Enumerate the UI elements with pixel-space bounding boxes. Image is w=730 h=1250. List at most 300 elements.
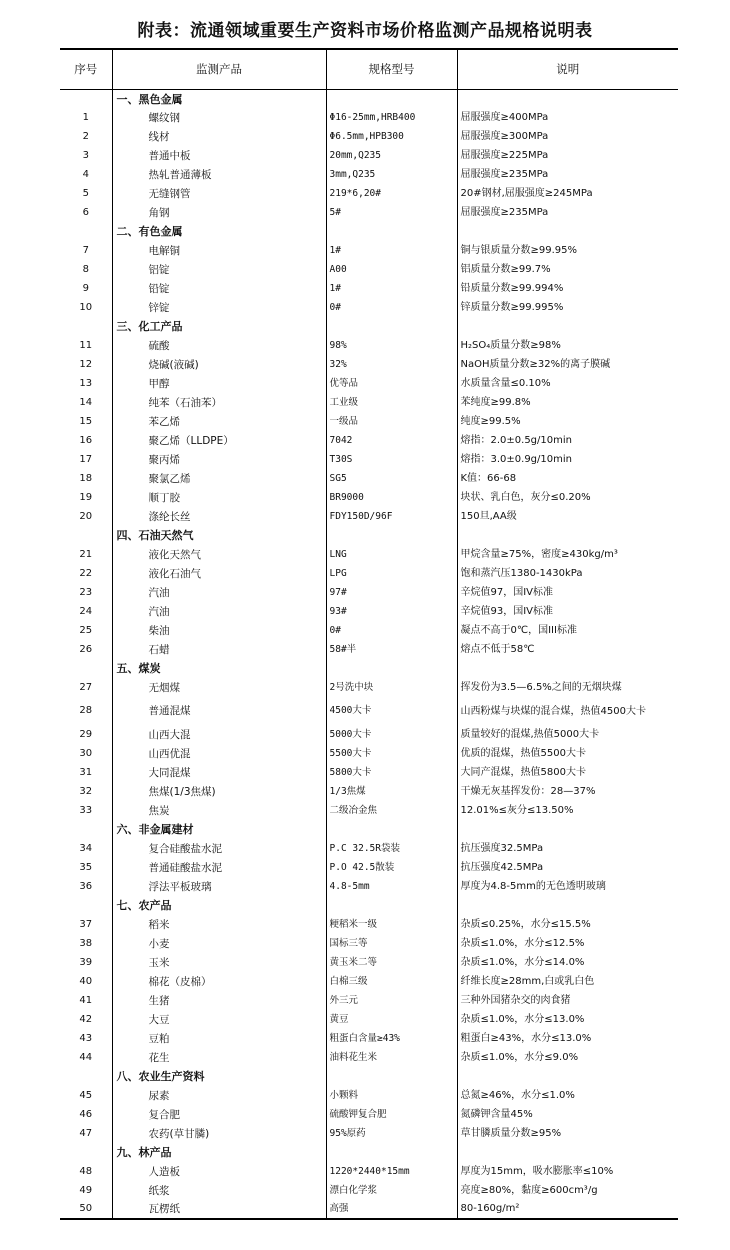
product-name: 纸浆	[112, 1181, 326, 1200]
product-name: 纯苯（石油苯）	[112, 393, 326, 412]
table-row	[60, 1010, 678, 1029]
product-name: 聚乙烯（LLDPE）	[112, 431, 326, 450]
table-row	[60, 877, 678, 896]
product-spec: Φ16-25mm,HRB400	[326, 108, 457, 127]
product-description: 辛烷值93，国IV标准	[457, 602, 678, 621]
row-number: 25	[79, 624, 93, 636]
product-spec: 0#	[326, 298, 457, 317]
product-description: 20#钢材,屈服强度≥245MPa	[457, 184, 678, 203]
spec-table	[60, 48, 678, 1220]
table-row	[60, 545, 678, 564]
header-product: 监测产品	[112, 49, 326, 89]
product-description: 杂质≤1.0%，水分≤9.0%	[457, 1048, 678, 1067]
product-name: 山西优混	[112, 744, 326, 763]
product-name: 涤纶长丝	[112, 507, 326, 526]
header-no: 序号	[60, 49, 112, 89]
category-label: 五、煤炭	[112, 659, 326, 678]
product-description: 屈服强度≥235MPa	[457, 165, 678, 184]
row-number: 5	[82, 187, 89, 199]
product-spec: P.C 32.5R袋装	[326, 839, 457, 858]
category-row	[60, 820, 678, 839]
category-row	[60, 317, 678, 336]
product-description: 干燥无灰基挥发份：28—37%	[457, 782, 678, 801]
product-spec: 7042	[326, 431, 457, 450]
category-spec-cell	[326, 89, 457, 108]
table-row	[60, 279, 678, 298]
table-row	[60, 146, 678, 165]
product-name: 普通混煤	[112, 697, 326, 725]
product-name: 聚丙烯	[112, 450, 326, 469]
table-row	[60, 355, 678, 374]
category-no-cell	[60, 896, 112, 915]
table-row	[60, 241, 678, 260]
product-spec: LPG	[326, 564, 457, 583]
product-description: 苯纯度≥99.8%	[457, 393, 678, 412]
row-number: 18	[79, 472, 93, 484]
product-spec: Φ6.5mm,HPB300	[326, 127, 457, 146]
table-row	[60, 801, 678, 820]
product-description: 熔指：2.0±0.5g/10min	[457, 431, 678, 450]
row-number: 43	[79, 1032, 93, 1044]
row-number: 24	[79, 605, 93, 617]
product-spec: 黄豆	[326, 1010, 457, 1029]
row-number: 10	[79, 301, 93, 313]
table-row	[60, 488, 678, 507]
category-no-cell	[60, 1067, 112, 1086]
product-name: 棉花（皮棉）	[112, 972, 326, 991]
table-row	[60, 507, 678, 526]
row-number: 49	[79, 1184, 93, 1196]
table-row	[60, 725, 678, 744]
product-spec: 95%原药	[326, 1124, 457, 1143]
table-row	[60, 1029, 678, 1048]
table-row	[60, 1048, 678, 1067]
product-description: 纯度≥99.5%	[457, 412, 678, 431]
row-number: 7	[82, 244, 89, 256]
product-name: 硫酸	[112, 336, 326, 355]
table-row	[60, 108, 678, 127]
table-row	[60, 1181, 678, 1200]
product-spec: 硫酸钾复合肥	[326, 1105, 457, 1124]
row-number: 3	[82, 149, 89, 161]
category-label: 四、石油天然气	[112, 526, 326, 545]
product-name: 角钢	[112, 203, 326, 222]
table-row	[60, 564, 678, 583]
table-row	[60, 678, 678, 697]
row-number: 6	[82, 206, 89, 218]
row-number: 26	[79, 643, 93, 655]
product-description: 优质的混煤，热值5500大卡	[457, 744, 678, 763]
table-row	[60, 583, 678, 602]
category-label: 八、农业生产资料	[112, 1067, 326, 1086]
product-name: 复合肥	[112, 1105, 326, 1124]
product-description: 杂质≤0.25%，水分≤15.5%	[457, 915, 678, 934]
category-row	[60, 526, 678, 545]
product-spec: 2号洗中块	[326, 678, 457, 697]
row-number: 14	[79, 396, 93, 408]
product-spec: SG5	[326, 469, 457, 488]
category-desc-cell	[457, 896, 678, 915]
product-spec: 58#半	[326, 640, 457, 659]
table-row	[60, 374, 678, 393]
category-spec-cell	[326, 526, 457, 545]
category-label: 九、林产品	[112, 1143, 326, 1162]
product-spec: 小颗料	[326, 1086, 457, 1105]
category-row	[60, 896, 678, 915]
row-number: 13	[79, 377, 93, 389]
product-spec: 20mm,Q235	[326, 146, 457, 165]
category-spec-cell	[326, 222, 457, 241]
table-row	[60, 991, 678, 1010]
category-row	[60, 659, 678, 678]
category-desc-cell	[457, 1067, 678, 1086]
row-number: 16	[79, 434, 93, 446]
table-row	[60, 127, 678, 146]
table-row	[60, 934, 678, 953]
row-number: 34	[79, 842, 93, 854]
table-row	[60, 782, 678, 801]
product-spec: 1#	[326, 241, 457, 260]
category-no-cell	[60, 1143, 112, 1162]
product-description: 150旦,AA级	[457, 507, 678, 526]
product-name: 甲醇	[112, 374, 326, 393]
product-name: 尿素	[112, 1086, 326, 1105]
product-spec: 93#	[326, 602, 457, 621]
product-description: 屈服强度≥400MPa	[457, 108, 678, 127]
table-row	[60, 1086, 678, 1105]
product-description: 抗压强度42.5MPa	[457, 858, 678, 877]
product-name: 热轧普通薄板	[112, 165, 326, 184]
row-number: 39	[79, 956, 93, 968]
product-spec: 国标三等	[326, 934, 457, 953]
row-number: 32	[79, 785, 93, 797]
category-row	[60, 222, 678, 241]
category-spec-cell	[326, 659, 457, 678]
table-row	[60, 1105, 678, 1124]
category-spec-cell	[326, 820, 457, 839]
product-name: 铅锭	[112, 279, 326, 298]
product-description: 铅质量分数≥99.994%	[457, 279, 678, 298]
product-name: 石蜡	[112, 640, 326, 659]
product-spec: 粗蛋白含量≥43%	[326, 1029, 457, 1048]
product-name: 复合硅酸盐水泥	[112, 839, 326, 858]
product-description: 杂质≤1.0%，水分≤14.0%	[457, 953, 678, 972]
product-spec: 漂白化学浆	[326, 1181, 457, 1200]
product-spec: 3mm,Q235	[326, 165, 457, 184]
page-title: 附表：流通领域重要生产资料市场价格监测产品规格说明表	[137, 21, 593, 41]
category-label: 二、有色金属	[112, 222, 326, 241]
table-row	[60, 412, 678, 431]
product-description: 质量较好的混煤,热值5000大卡	[457, 725, 678, 744]
product-description: 大同产混煤，热值5800大卡	[457, 763, 678, 782]
table-body	[60, 89, 678, 1219]
category-desc-cell	[457, 89, 678, 108]
product-description: 山西粉煤与块煤的混合煤，热值4500大卡	[457, 697, 678, 725]
product-spec: 5#	[326, 203, 457, 222]
product-description: 草甘膦质量分数≥95%	[457, 1124, 678, 1143]
row-number: 28	[79, 705, 93, 716]
category-desc-cell	[457, 222, 678, 241]
product-description: 锌质量分数≥99.995%	[457, 298, 678, 317]
product-spec: 粳稻米一级	[326, 915, 457, 934]
product-description: 三种外国猪杂交的肉食猪	[457, 991, 678, 1010]
product-spec: A00	[326, 260, 457, 279]
row-number: 15	[79, 415, 93, 427]
product-spec: 油料花生米	[326, 1048, 457, 1067]
product-spec: 优等品	[326, 374, 457, 393]
product-name: 焦煤(1/3焦煤)	[112, 782, 326, 801]
category-desc-cell	[457, 659, 678, 678]
row-number: 36	[79, 880, 93, 892]
product-description: 凝点不高于0℃，国III标准	[457, 621, 678, 640]
table-row	[60, 697, 678, 725]
product-spec: 32%	[326, 355, 457, 374]
row-number: 46	[79, 1108, 93, 1120]
product-description: 杂质≤1.0%，水分≤12.5%	[457, 934, 678, 953]
product-spec: 98%	[326, 336, 457, 355]
product-description: 亮度≥80%，黏度≥600cm³/g	[457, 1181, 678, 1200]
product-description: 铝质量分数≥99.7%	[457, 260, 678, 279]
product-name: 苯乙烯	[112, 412, 326, 431]
product-spec: 5000大卡	[326, 725, 457, 744]
product-spec: 219*6,20#	[326, 184, 457, 203]
product-spec: 5500大卡	[326, 744, 457, 763]
product-description: 总氮≥46%，水分≤1.0%	[457, 1086, 678, 1105]
product-name: 锌锭	[112, 298, 326, 317]
row-number: 23	[79, 586, 93, 598]
product-name: 无烟煤	[112, 678, 326, 697]
row-number: 33	[79, 804, 93, 816]
product-description: 氮磷钾含量45%	[457, 1105, 678, 1124]
category-no-cell	[60, 659, 112, 678]
product-name: 豆粕	[112, 1029, 326, 1048]
product-spec: 1#	[326, 279, 457, 298]
product-description: 厚度为4.8-5mm的无色透明玻璃	[457, 877, 678, 896]
row-number: 4	[82, 168, 89, 180]
product-description: 杂质≤1.0%，水分≤13.0%	[457, 1010, 678, 1029]
row-number: 47	[79, 1127, 93, 1139]
product-description: 挥发份为3.5—6.5%之间的无烟块煤	[457, 678, 678, 697]
category-no-cell	[60, 526, 112, 545]
category-spec-cell	[326, 1143, 457, 1162]
product-name: 螺纹钢	[112, 108, 326, 127]
product-description: 屈服强度≥225MPa	[457, 146, 678, 165]
product-name: 液化石油气	[112, 564, 326, 583]
category-desc-cell	[457, 526, 678, 545]
category-row	[60, 89, 678, 108]
table-row	[60, 336, 678, 355]
product-name: 烧碱(液碱)	[112, 355, 326, 374]
product-name: 柴油	[112, 621, 326, 640]
product-name: 浮法平板玻璃	[112, 877, 326, 896]
product-spec: 工业级	[326, 393, 457, 412]
product-name: 大同混煤	[112, 763, 326, 782]
row-number: 19	[79, 491, 93, 503]
product-description: 熔指：3.0±0.9g/10min	[457, 450, 678, 469]
product-name: 聚氯乙烯	[112, 469, 326, 488]
product-description: 12.01%≤灰分≤13.50%	[457, 801, 678, 820]
table-row	[60, 298, 678, 317]
product-description: 屈服强度≥300MPa	[457, 127, 678, 146]
table-row	[60, 602, 678, 621]
product-description: 厚度为15mm，吸水膨胀率≤10%	[457, 1162, 678, 1181]
product-name: 汽油	[112, 602, 326, 621]
product-spec: 1220*2440*15mm	[326, 1162, 457, 1181]
category-spec-cell	[326, 896, 457, 915]
product-spec: 高强	[326, 1200, 457, 1219]
table-row	[60, 450, 678, 469]
product-description: 水质量含量≤0.10%	[457, 374, 678, 393]
product-description: 块状、乳白色，灰分≤0.20%	[457, 488, 678, 507]
product-name: 液化天然气	[112, 545, 326, 564]
table-row	[60, 621, 678, 640]
product-spec: 97#	[326, 583, 457, 602]
product-description: 辛烷值97，国IV标准	[457, 583, 678, 602]
product-spec: T30S	[326, 450, 457, 469]
row-number: 17	[79, 453, 93, 465]
category-desc-cell	[457, 317, 678, 336]
row-number: 22	[79, 567, 93, 579]
category-label: 六、非金属建材	[112, 820, 326, 839]
table-row	[60, 972, 678, 991]
table-row	[60, 763, 678, 782]
row-number: 38	[79, 937, 93, 949]
category-no-cell	[60, 820, 112, 839]
product-description: 粗蛋白≥43%，水分≤13.0%	[457, 1029, 678, 1048]
product-spec: 5800大卡	[326, 763, 457, 782]
row-number: 30	[79, 747, 93, 759]
product-spec: FDY150D/96F	[326, 507, 457, 526]
table-row	[60, 393, 678, 412]
row-number: 50	[79, 1203, 93, 1214]
header-spec: 规格型号	[326, 49, 457, 89]
product-spec: 4500大卡	[326, 697, 457, 725]
row-number: 31	[79, 766, 93, 778]
table-row	[60, 469, 678, 488]
row-number: 35	[79, 861, 93, 873]
row-number: 8	[82, 263, 89, 275]
table-row	[60, 1162, 678, 1181]
row-number: 11	[79, 339, 93, 351]
product-name: 花生	[112, 1048, 326, 1067]
table-row	[60, 640, 678, 659]
table-row	[60, 858, 678, 877]
category-row	[60, 1067, 678, 1086]
product-name: 瓦楞纸	[112, 1200, 326, 1219]
product-name: 农药(草甘膦)	[112, 1124, 326, 1143]
product-name: 焦炭	[112, 801, 326, 820]
table-row	[60, 184, 678, 203]
product-description: K值：66-68	[457, 469, 678, 488]
product-name: 无缝钢管	[112, 184, 326, 203]
product-description: 80-160g/m²	[457, 1200, 678, 1219]
table-row	[60, 1124, 678, 1143]
row-number: 2	[82, 130, 89, 142]
product-name: 人造板	[112, 1162, 326, 1181]
category-spec-cell	[326, 317, 457, 336]
product-name: 电解铜	[112, 241, 326, 260]
category-label: 三、化工产品	[112, 317, 326, 336]
category-desc-cell	[457, 820, 678, 839]
row-number: 20	[79, 510, 93, 522]
row-number: 40	[79, 975, 93, 987]
table-row	[60, 744, 678, 763]
category-no-cell	[60, 222, 112, 241]
product-spec: P.O 42.5散装	[326, 858, 457, 877]
row-number: 27	[79, 681, 93, 693]
category-label: 一、黑色金属	[112, 89, 326, 108]
product-spec: 一级品	[326, 412, 457, 431]
category-no-cell	[60, 89, 112, 108]
table-row	[60, 915, 678, 934]
product-description: 甲烷含量≥75%，密度≥430kg/m³	[457, 545, 678, 564]
category-no-cell	[60, 317, 112, 336]
product-description: 屈服强度≥235MPa	[457, 203, 678, 222]
product-description: H₂SO₄质量分数≥98%	[457, 336, 678, 355]
row-number: 21	[79, 548, 93, 560]
product-spec: 白棉三级	[326, 972, 457, 991]
product-name: 小麦	[112, 934, 326, 953]
product-description: 纤维长度≥28mm,白或乳白色	[457, 972, 678, 991]
table-row	[60, 953, 678, 972]
row-number: 48	[79, 1165, 93, 1177]
product-spec: 0#	[326, 621, 457, 640]
row-number: 9	[82, 282, 89, 294]
table-row	[60, 431, 678, 450]
product-name: 玉米	[112, 953, 326, 972]
row-number: 41	[79, 994, 93, 1006]
product-name: 汽油	[112, 583, 326, 602]
product-spec: 黄玉米二等	[326, 953, 457, 972]
product-description: 抗压强度32.5MPa	[457, 839, 678, 858]
category-spec-cell	[326, 1067, 457, 1086]
product-spec: LNG	[326, 545, 457, 564]
product-name: 普通硅酸盐水泥	[112, 858, 326, 877]
product-name: 稻米	[112, 915, 326, 934]
table-row	[60, 203, 678, 222]
product-description: 铜与银质量分数≥99.95%	[457, 241, 678, 260]
product-name: 山西大混	[112, 725, 326, 744]
row-number: 29	[79, 728, 93, 740]
product-spec: BR9000	[326, 488, 457, 507]
product-description: 熔点不低于58℃	[457, 640, 678, 659]
product-name: 生猪	[112, 991, 326, 1010]
product-spec: 4.8-5mm	[326, 877, 457, 896]
product-name: 顺丁胶	[112, 488, 326, 507]
product-name: 铝锭	[112, 260, 326, 279]
header-desc: 说明	[457, 49, 678, 89]
product-description: NaOH质量分数≥32%的离子膜碱	[457, 355, 678, 374]
row-number: 44	[79, 1051, 93, 1063]
product-name: 普通中板	[112, 146, 326, 165]
product-description: 饱和蒸汽压1380-1430kPa	[457, 564, 678, 583]
product-name: 大豆	[112, 1010, 326, 1029]
table-header-row	[60, 49, 678, 89]
row-number: 42	[79, 1013, 93, 1025]
row-number: 1	[82, 111, 89, 123]
product-spec: 1/3焦煤	[326, 782, 457, 801]
product-spec: 外三元	[326, 991, 457, 1010]
category-row	[60, 1143, 678, 1162]
table-row	[60, 165, 678, 184]
product-spec: 二级冶金焦	[326, 801, 457, 820]
row-number: 37	[79, 918, 93, 930]
table-row	[60, 260, 678, 279]
category-desc-cell	[457, 1143, 678, 1162]
category-label: 七、农产品	[112, 896, 326, 915]
row-number: 12	[79, 358, 93, 370]
table-row	[60, 839, 678, 858]
